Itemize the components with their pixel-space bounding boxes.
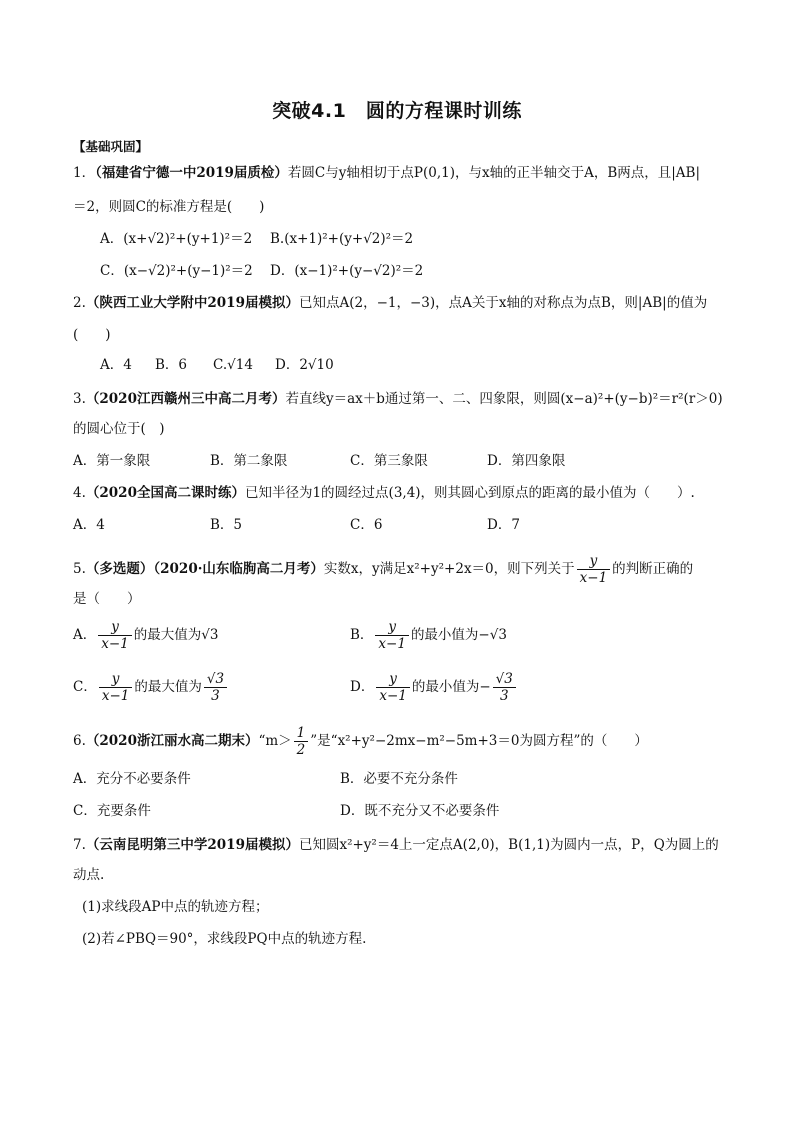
question-6-line-1: 6.（2020浙江丽水高二期末）“m＞ $\frac{1}{2}$ ”是“x²+y²−2mx−m²−5m+3＝0为圆方程”的（ ） <box>73 725 648 758</box>
q7-part-2: (2)若∠PBQ＝90°，求线段PQ中点的轨迹方程. <box>82 931 367 947</box>
q2-option-c: C.√14 <box>213 357 253 373</box>
q6-option-a: A．充分不必要条件 <box>73 771 191 787</box>
fraction-y-over-x-minus-1: $\frac{y}{x-1}$ <box>577 553 611 586</box>
q3-option-d: D．第四象限 <box>487 453 566 469</box>
q1-option-d: D．(x−1)²+(y−√2)²＝2 <box>270 263 424 279</box>
question-2-line-2: ( ) <box>73 327 111 343</box>
q6-option-c: C．充要条件 <box>73 803 151 819</box>
question-3-line-1: 3.（2020江西赣州三中高二月考）若直线y＝ax＋b通过第一、二、四象限，则圆(x−a)²+(y−b)²＝r²(r＞0) <box>73 391 723 407</box>
q3-option-b: B．第二象限 <box>210 453 288 469</box>
q2-option-a: A．4 <box>100 357 132 373</box>
q2-option-d: D．2√10 <box>275 357 334 373</box>
question-2-line-1: 2.（陕西工业大学附中2019届模拟）已知点A(2，−1，−3)，点A关于x轴的对称点为点B，则|AB|的值为 <box>73 295 708 311</box>
question-1-line-1: 1．（福建省宁德一中2019届质检）若圆C与y轴相切于点P(0,1)，与x轴的正半轴交于A，B两点，且|AB| <box>73 165 701 181</box>
q4-option-b: B．5 <box>210 517 243 533</box>
q1-option-b: B.(x+1)²+(y+√2)²＝2 <box>270 231 414 247</box>
q6-option-d: D．既不充分又不必要条件 <box>340 803 500 819</box>
section-heading: 【基础巩固】 <box>73 139 149 154</box>
q5-option-b: B． $\frac{y}{x-1}$ 的最小值为−√3 <box>350 619 507 652</box>
question-4-line-1: 4.（2020全国高二课时练）已知半径为1的圆经过点(3,4)，则其圆心到原点的距离的最小值为（ ）. <box>73 485 695 501</box>
q6-option-b: B．必要不充分条件 <box>340 771 458 787</box>
q1-option-a: A．(x+√2)²+(y+1)²＝2 <box>100 231 253 247</box>
question-5-line-1: 5.（多选题）（2020·山东临朐高二月考）实数x，y满足x²+y²+2x＝0，则下列关于 $\frac{y}{x-1}$ 的判断正确的 <box>73 553 694 586</box>
q5-option-c: C． $\frac{y}{x-1}$ 的最大值为 $\frac{√3}{3}$ <box>73 670 229 704</box>
q3-option-a: A．第一象限 <box>73 453 151 469</box>
q4-option-c: C．6 <box>350 517 383 533</box>
page-title: 突破4.1 圆的方程课时训练 <box>272 100 522 122</box>
question-3-line-2: 的圆心位于( ) <box>73 421 165 437</box>
q4-option-d: D．7 <box>487 517 520 533</box>
question-5-line-2: 是（ ） <box>73 591 141 607</box>
question-7-line-1: 7.（云南昆明第三中学2019届模拟）已知圆x²+y²＝4上一定点A(2,0)，B(1,1)为圆内一点，P，Q为圆上的 <box>73 837 719 853</box>
q5-option-d: D． $\frac{y}{x-1}$ 的最小值为− $\frac{√3}{3}$ <box>350 670 518 704</box>
question-7-line-2: 动点. <box>73 867 105 883</box>
q4-option-a: A．4 <box>73 517 105 533</box>
q7-part-1: (1)求线段AP中点的轨迹方程； <box>82 899 269 915</box>
q3-option-c: C．第三象限 <box>350 453 428 469</box>
fraction-one-half: $\frac{1}{2}$ <box>294 725 309 758</box>
q5-option-a: A． $\frac{y}{x-1}$ 的最大值为√3 <box>73 619 219 652</box>
q1-option-c: C．(x−√2)²+(y−1)²＝2 <box>100 263 253 279</box>
q2-option-b: B．6 <box>155 357 188 373</box>
question-1-line-2: ＝2，则圆C的标准方程是( ) <box>73 199 265 215</box>
